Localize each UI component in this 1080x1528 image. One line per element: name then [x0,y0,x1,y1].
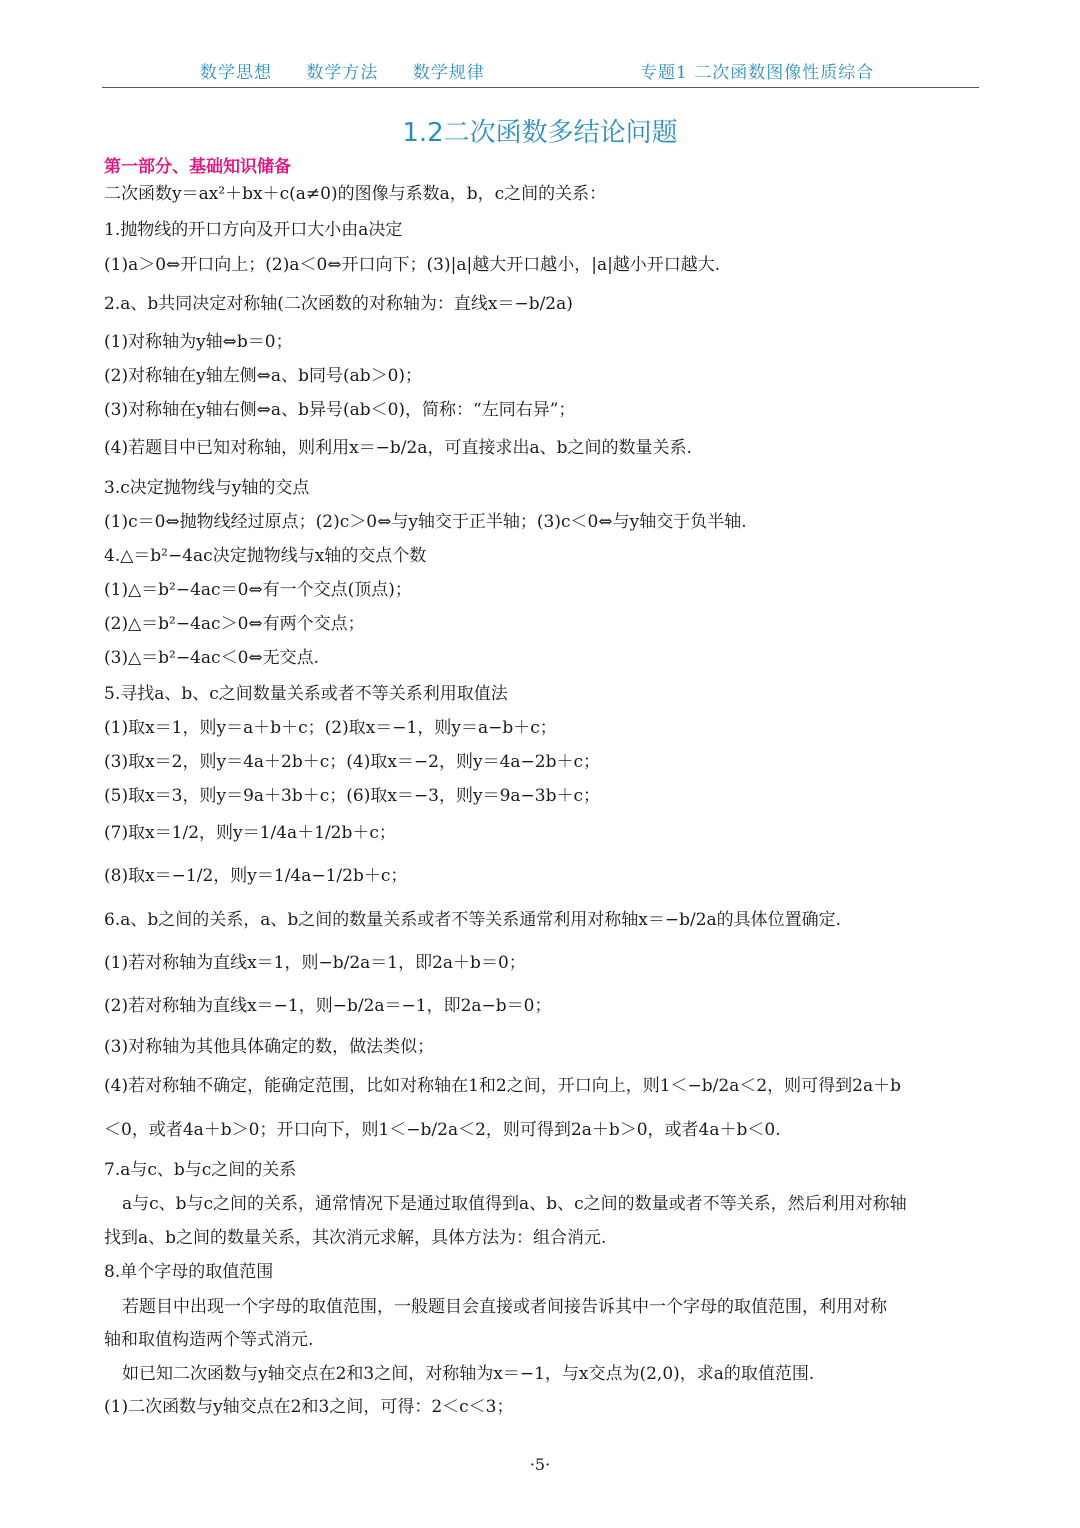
text-line: (1)c＝0⇔抛物线经过原点；(2)c＞0⇔与y轴交于正半轴；(3)c＜0⇔与y轴交于负半轴. [104,512,747,532]
text-line: (4)若对称轴不确定，能确定范围，比如对称轴在1和2之间，开口向上，则1＜−b/2a＜2，则可得到2a＋b [104,1076,901,1096]
text-line: ＜0，或者4a＋b＞0；开口向下，则1＜−b/2a＜2，则可得到2a＋b＞0，或者4a＋b＜0. [104,1120,781,1140]
text-line: 7.a与c、b与c之间的关系 [104,1160,297,1180]
text-line: a与c、b与c之间的关系，通常情况下是通过取值得到a、b、c之间的数量或者不等关系，然后利用对称轴 [122,1194,907,1214]
text-line: 3.c决定抛物线与y轴的交点 [104,478,310,498]
text-line: (1)△＝b²−4ac＝0⇔有一个交点(顶点)； [104,580,412,600]
text-line: 轴和取值构造两个等式消元. [104,1330,314,1350]
text-line: (8)取x＝−1/2，则y＝1/4a−1/2b＋c； [104,866,408,886]
header-divider [102,87,979,88]
text-line: 二次函数y＝ax²＋bx＋c(a≠0)的图像与系数a，b，c之间的关系： [104,184,607,204]
page-title: 1.2二次函数多结论问题 [402,118,678,148]
text-line: (2)对称轴在y轴左侧⇔a、b同号(ab＞0)； [104,366,423,386]
text-line: 1.抛物线的开口方向及开口大小由a决定 [104,220,403,240]
text-line: 找到a、b之间的数量关系，其次消元求解，具体方法为：组合消元. [104,1228,607,1248]
text-line: (1)二次函数与y轴交点在2和3之间，可得：2＜c＜3； [104,1397,514,1417]
text-line: (3)取x＝2，则y＝4a＋2b＋c；(4)取x＝−2，则y＝4a−2b＋c； [104,752,601,772]
text-line: (4)若题目中已知对称轴，则利用x＝−b/2a，可直接求出a、b之间的数量关系. [104,438,692,458]
text-line: 2.a、b共同决定对称轴(二次函数的对称轴为：直线x＝−b/2a) [104,294,573,314]
text-line: 4.△＝b²−4ac决定抛物线与x轴的交点个数 [104,546,427,566]
text-line: (1)若对称轴为直线x＝1，则−b/2a＝1，即2a＋b＝0； [104,953,526,973]
text-line: (2)若对称轴为直线x＝−1，则−b/2a＝−1，即2a−b＝0； [104,996,552,1016]
text-line: (3)△＝b²−4ac＜0⇔无交点. [104,648,320,668]
header-item: 数学思想 [200,63,272,83]
page-number: ·5· [529,1455,551,1474]
text-line: (2)△＝b²−4ac＞0⇔有两个交点； [104,614,365,634]
text-line: (3)对称轴为其他具体确定的数，做法类似； [104,1037,435,1057]
text-line: 5.寻找a、b、c之间数量关系或者不等关系利用取值法 [104,684,508,704]
text-line: (7)取x＝1/2，则y＝1/4a＋1/2b＋c； [104,823,396,843]
text-line: 8.单个字母的取值范围 [104,1262,274,1282]
text-line: (5)取x＝3，则y＝9a＋3b＋c；(6)取x＝−3，则y＝9a−3b＋c； [104,786,601,806]
text-line: (3)对称轴在y轴右侧⇔a、b异号(ab＜0)，简称：“左同右异”； [104,400,576,420]
section-heading: 第一部分、基础知识储备 [104,157,291,177]
header-left [200,58,513,83]
text-line: (1)对称轴为y轴⇔b＝0； [104,332,293,352]
header-right: 专题1 二次函数图像性质综合 [640,63,875,83]
text-line: 若题目中出现一个字母的取值范围，一般题目会直接或者间接告诉其中一个字母的取值范围，利用对称 [122,1297,887,1317]
text-line: (1)a＞0⇔开口向上；(2)a＜0⇔开口向下；(3)|a|越大开口越小，|a|越小开口越大. [104,255,721,275]
text-line: 如已知二次函数与y轴交点在2和3之间，对称轴为x＝−1，与x交点为(2,0)，求a的取值范围. [122,1364,815,1384]
header-item: 数学规律 [412,63,485,83]
header-item: 数学方法 [306,63,379,83]
text-line: 6.a、b之间的关系，a、b之间的数量关系或者不等关系通常利用对称轴x＝−b/2a的具体位置确定. [104,910,842,930]
text-line: (1)取x＝1，则y＝a＋b＋c；(2)取x＝−1，则y＝a−b＋c； [104,718,557,738]
